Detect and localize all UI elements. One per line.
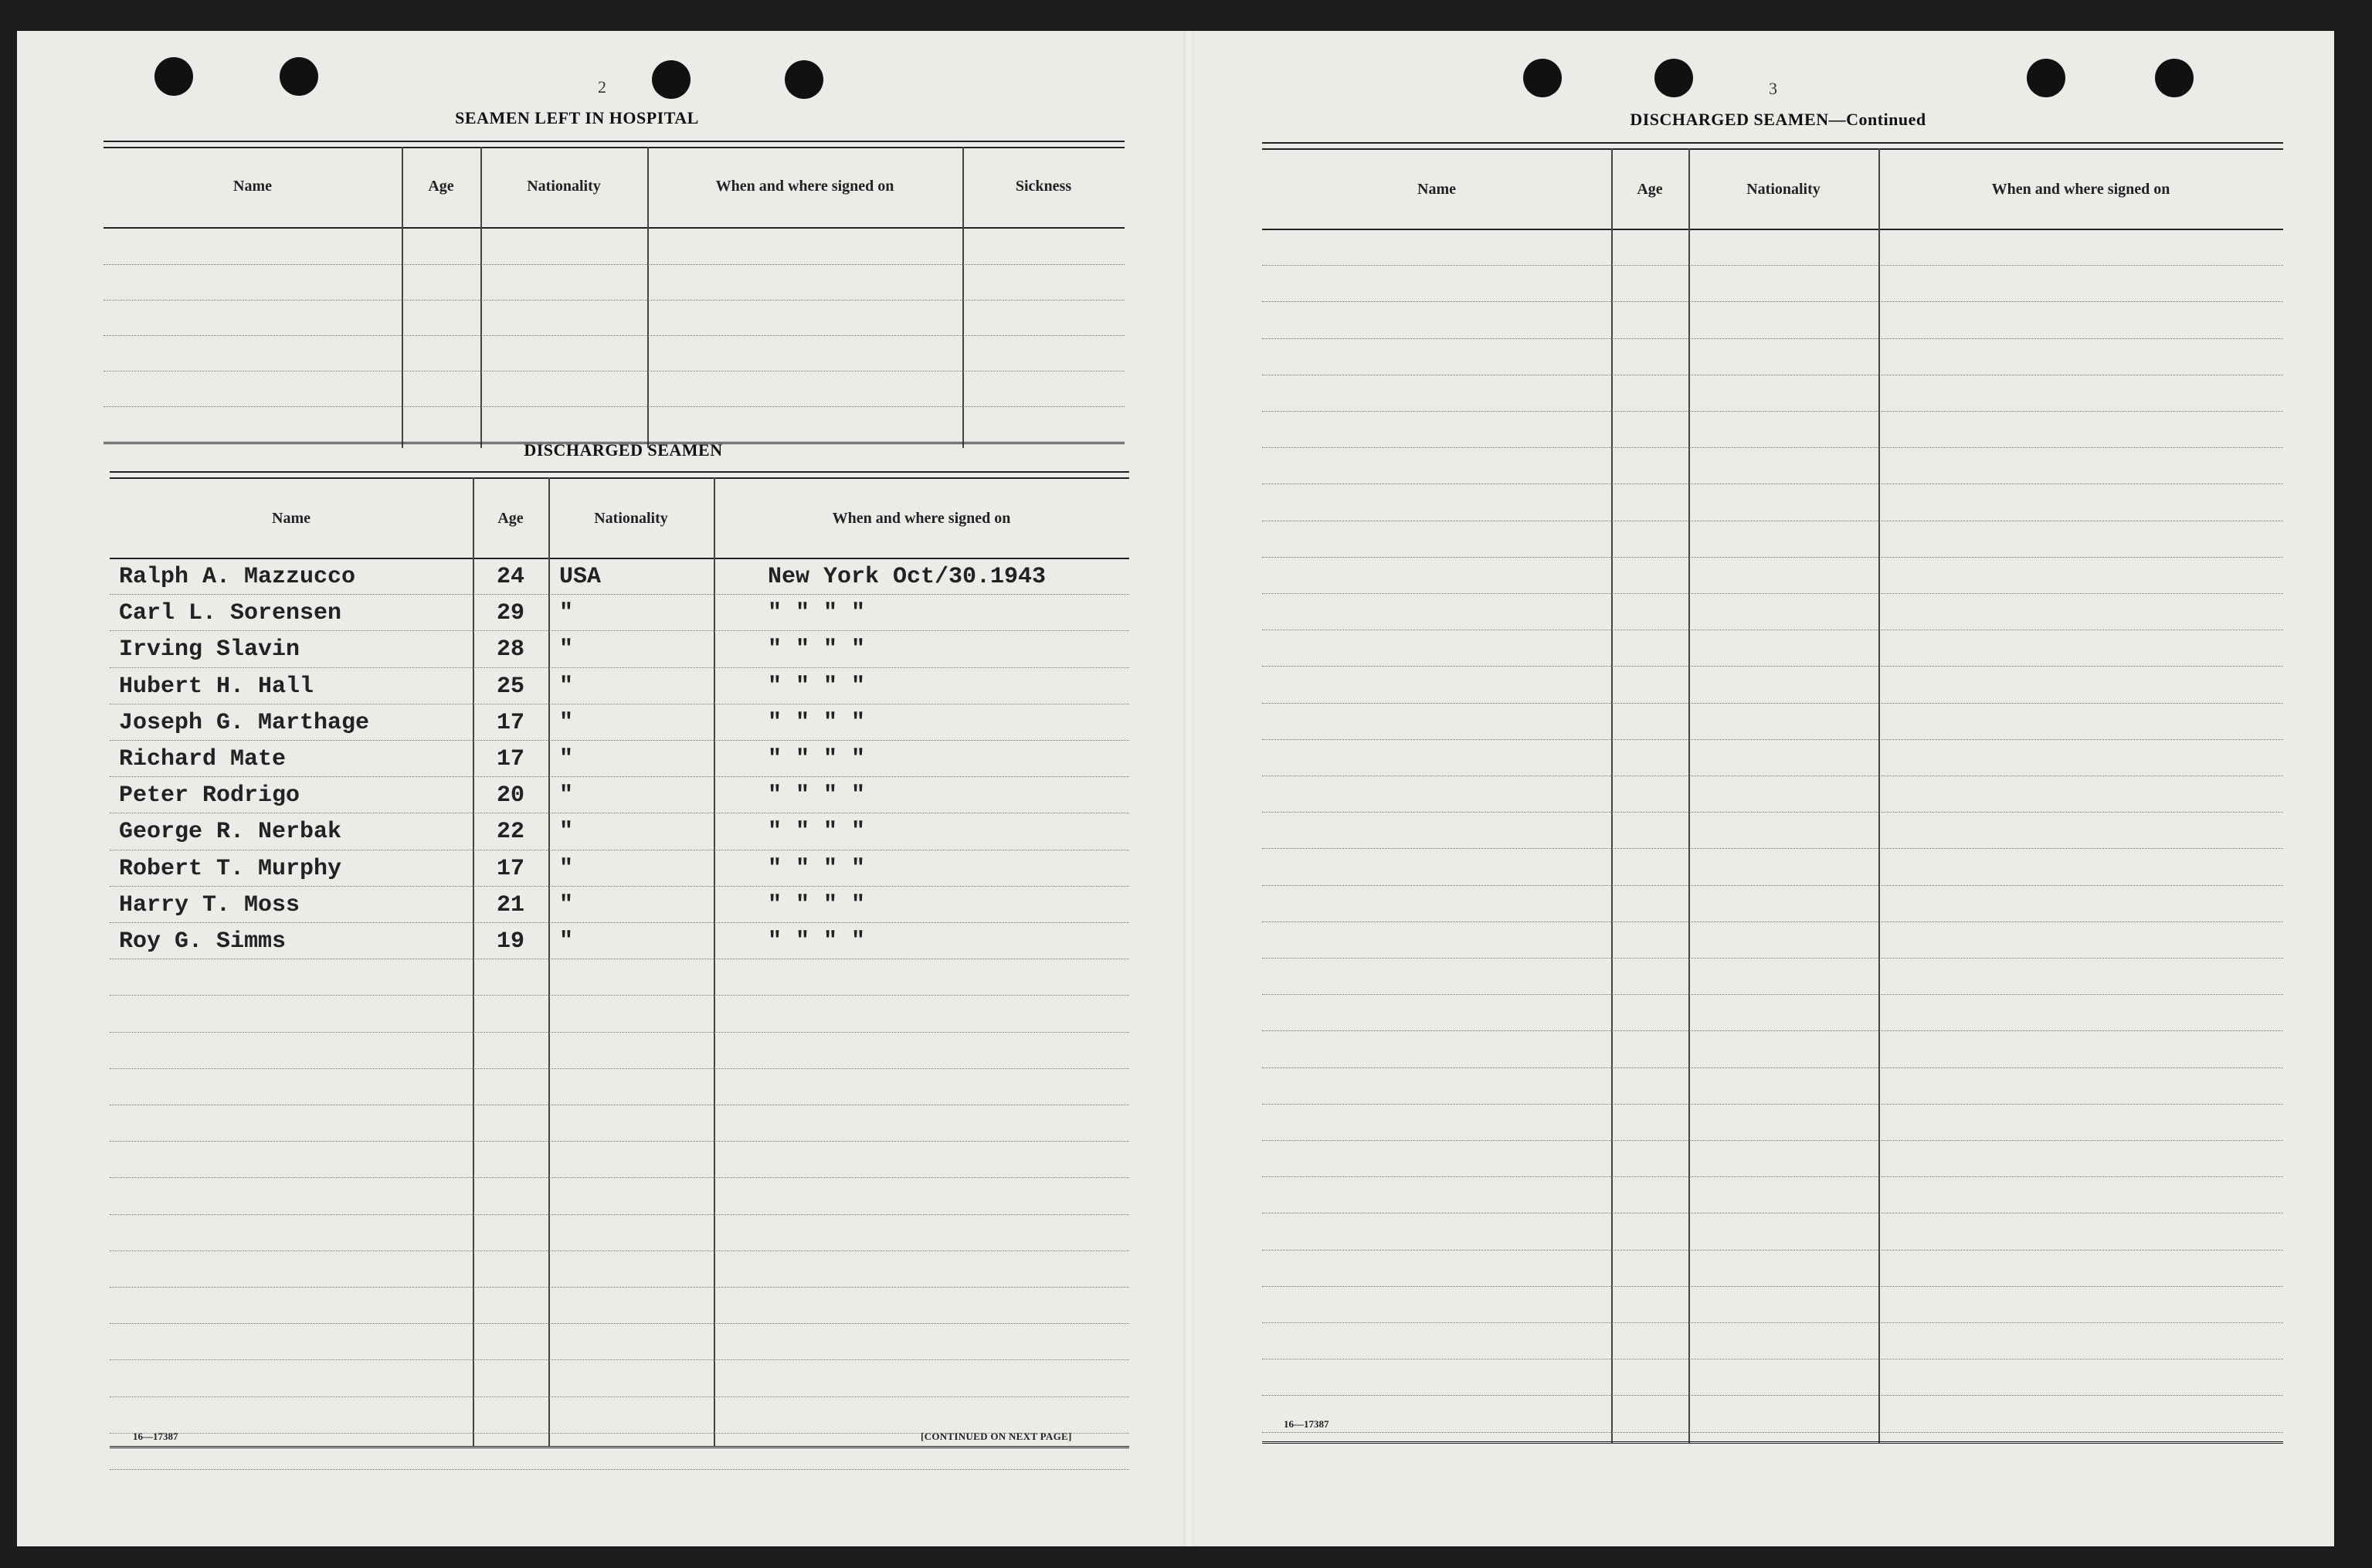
seaman-signed-on: " " " " [768, 819, 866, 846]
column-header-signed-on: When and where signed on [832, 510, 1011, 527]
seaman-signed-on: New York Oct/30.1943 [768, 564, 1047, 590]
row-line [1262, 703, 2283, 704]
row-line [110, 922, 1129, 923]
column-header-age: Age [1637, 181, 1663, 198]
punch-hole [2155, 59, 2194, 97]
seaman-signed-on: " " " " [768, 855, 866, 882]
seaman-signed-on: " " " " [768, 673, 866, 700]
column-header-age: Age [497, 510, 524, 527]
seaman-signed-on: " " " " [768, 891, 866, 918]
punch-hole [785, 60, 823, 99]
row-line [110, 1032, 1129, 1033]
column-header-age: Age [428, 178, 454, 195]
header-rule [103, 227, 1125, 229]
table-top-rule [110, 471, 1129, 479]
page-number-right: 3 [1769, 79, 1777, 98]
row-line [110, 594, 1129, 595]
column-divider [548, 477, 550, 1446]
seaman-age: 17 [496, 709, 524, 736]
column-header-signed-on: When and where signed on [715, 178, 894, 195]
row-line [110, 1359, 1129, 1360]
row-line [110, 886, 1129, 887]
row-line [1262, 1322, 2283, 1323]
table-top-rule [1262, 142, 2283, 150]
discharged-continued-table [1262, 142, 2283, 1451]
seaman-age: 19 [496, 928, 524, 955]
row-line [110, 630, 1129, 631]
column-divider [1688, 148, 1690, 1443]
row-line [1262, 301, 2283, 302]
continued-note: [CONTINUED ON NEXT PAGE] [921, 1431, 1072, 1442]
seaman-signed-on: " " " " [768, 709, 866, 736]
row-line [1262, 885, 2283, 886]
form-number-right: 16—17387 [1284, 1418, 1329, 1430]
column-header-signed-on: When and where signed on [1991, 181, 2170, 198]
row-line [110, 1068, 1129, 1069]
seaman-signed-on: " " " " [768, 636, 866, 664]
punch-hole [1654, 59, 1693, 97]
row-line [1262, 411, 2283, 412]
seaman-name: Peter Rodrigo [119, 782, 300, 809]
seaman-name: Roy G. Simms [119, 928, 287, 955]
row-line [110, 740, 1129, 741]
row-line [1262, 1432, 2283, 1433]
seaman-nationality: " [559, 600, 574, 627]
seaman-nationality: " [559, 746, 574, 772]
right-section-title-suffix: —Continued [1828, 110, 1926, 129]
hospital-table [103, 141, 1125, 450]
row-line [1262, 739, 2283, 740]
seaman-age: 21 [496, 891, 524, 918]
punch-hole [2027, 59, 2065, 97]
column-header-name: Name [272, 510, 310, 527]
column-header-name: Name [1417, 181, 1456, 198]
seaman-nationality: " [559, 673, 574, 700]
seaman-age: 25 [496, 673, 524, 700]
table-bottom-rule [110, 1446, 1129, 1448]
row-line [1262, 921, 2283, 922]
row-line [1262, 812, 2283, 813]
seaman-age: 24 [496, 564, 524, 590]
seaman-signed-on: " " " " [768, 600, 866, 627]
row-line [1262, 557, 2283, 558]
seaman-nationality: " [559, 891, 574, 918]
row-line [1262, 1140, 2283, 1141]
seaman-name: Ralph A. Mazzucco [119, 564, 356, 590]
right-section-title [1253, 110, 2303, 130]
seaman-signed-on: " " " " [768, 746, 866, 772]
seaman-age: 22 [496, 819, 524, 846]
seaman-nationality: " [559, 819, 574, 846]
header-rule [110, 558, 1129, 559]
seaman-age: 29 [496, 600, 524, 627]
document-sheet [17, 31, 2334, 1546]
seaman-nationality: " [559, 782, 574, 809]
row-line [110, 995, 1129, 996]
column-header-nationality: Nationality [527, 178, 601, 195]
column-divider [714, 477, 715, 1446]
seaman-name: Richard Mate [119, 746, 287, 772]
seaman-name: Hubert H. Hall [119, 673, 314, 700]
row-line [1262, 593, 2283, 594]
row-line [110, 1323, 1129, 1324]
row-line [1262, 447, 2283, 448]
punch-hole [652, 60, 691, 99]
row-line [1262, 1067, 2283, 1068]
table-bottom-rule [1262, 1441, 2283, 1444]
seaman-name: Robert T. Murphy [119, 855, 342, 882]
seaman-age: 20 [496, 782, 524, 809]
table-top-rule [103, 141, 1125, 148]
column-header-nationality: Nationality [1746, 181, 1821, 198]
form-number-left: 16—17387 [133, 1431, 178, 1442]
discharged-table [110, 471, 1129, 1452]
hospital-section-title: SEAMEN LEFT IN HOSPITAL [455, 108, 699, 127]
seaman-signed-on: " " " " [768, 928, 866, 955]
seaman-age: 17 [496, 855, 524, 882]
row-line [110, 1177, 1129, 1178]
page-fold [1183, 31, 1194, 1546]
page-number-left: 2 [598, 77, 606, 97]
row-line [103, 371, 1125, 372]
seaman-age: 28 [496, 636, 524, 664]
seaman-name: George R. Nerbak [119, 819, 342, 846]
seaman-age: 17 [496, 746, 524, 772]
seaman-nationality: " [559, 855, 574, 882]
row-line [1262, 958, 2283, 959]
row-line [103, 264, 1125, 265]
seaman-name: Joseph G. Marthage [119, 709, 370, 736]
row-line [103, 406, 1125, 407]
seaman-nationality: " [559, 709, 574, 736]
row-line [110, 1141, 1129, 1142]
seaman-signed-on: " " " " [768, 782, 866, 809]
punch-hole [280, 57, 318, 96]
column-header-sickness: Sickness [1015, 178, 1072, 195]
right-section-title-main: DISCHARGED SEAMEN [1630, 110, 1829, 129]
row-line [110, 776, 1129, 777]
row-line [110, 667, 1129, 668]
seaman-nationality: " [559, 636, 574, 664]
row-line [1262, 666, 2283, 667]
column-header-nationality: Nationality [594, 510, 668, 527]
row-line [110, 1469, 1129, 1470]
column-divider [1878, 148, 1880, 1443]
seaman-name: Harry T. Moss [119, 891, 300, 918]
row-line [1262, 338, 2283, 339]
row-line [1262, 1176, 2283, 1177]
row-line [103, 335, 1125, 336]
seaman-nationality: USA [559, 564, 602, 590]
row-line [1262, 1395, 2283, 1396]
seaman-name: Irving Slavin [119, 636, 300, 664]
row-line [110, 1287, 1129, 1288]
row-line [1262, 1250, 2283, 1251]
column-divider [1611, 148, 1613, 1443]
header-rule [1262, 229, 2283, 230]
seaman-name: Carl L. Sorensen [119, 600, 342, 627]
seaman-nationality: " [559, 928, 574, 955]
column-header-name: Name [233, 178, 272, 195]
row-line [1262, 1030, 2283, 1031]
row-line [1262, 848, 2283, 849]
row-line [1262, 1286, 2283, 1287]
punch-hole [1523, 59, 1562, 97]
row-line [1262, 1104, 2283, 1105]
discharged-section-title: DISCHARGED SEAMEN [524, 440, 723, 460]
punch-hole [154, 57, 193, 96]
row-line [110, 1214, 1129, 1215]
row-line [1262, 265, 2283, 266]
row-line [1262, 994, 2283, 995]
